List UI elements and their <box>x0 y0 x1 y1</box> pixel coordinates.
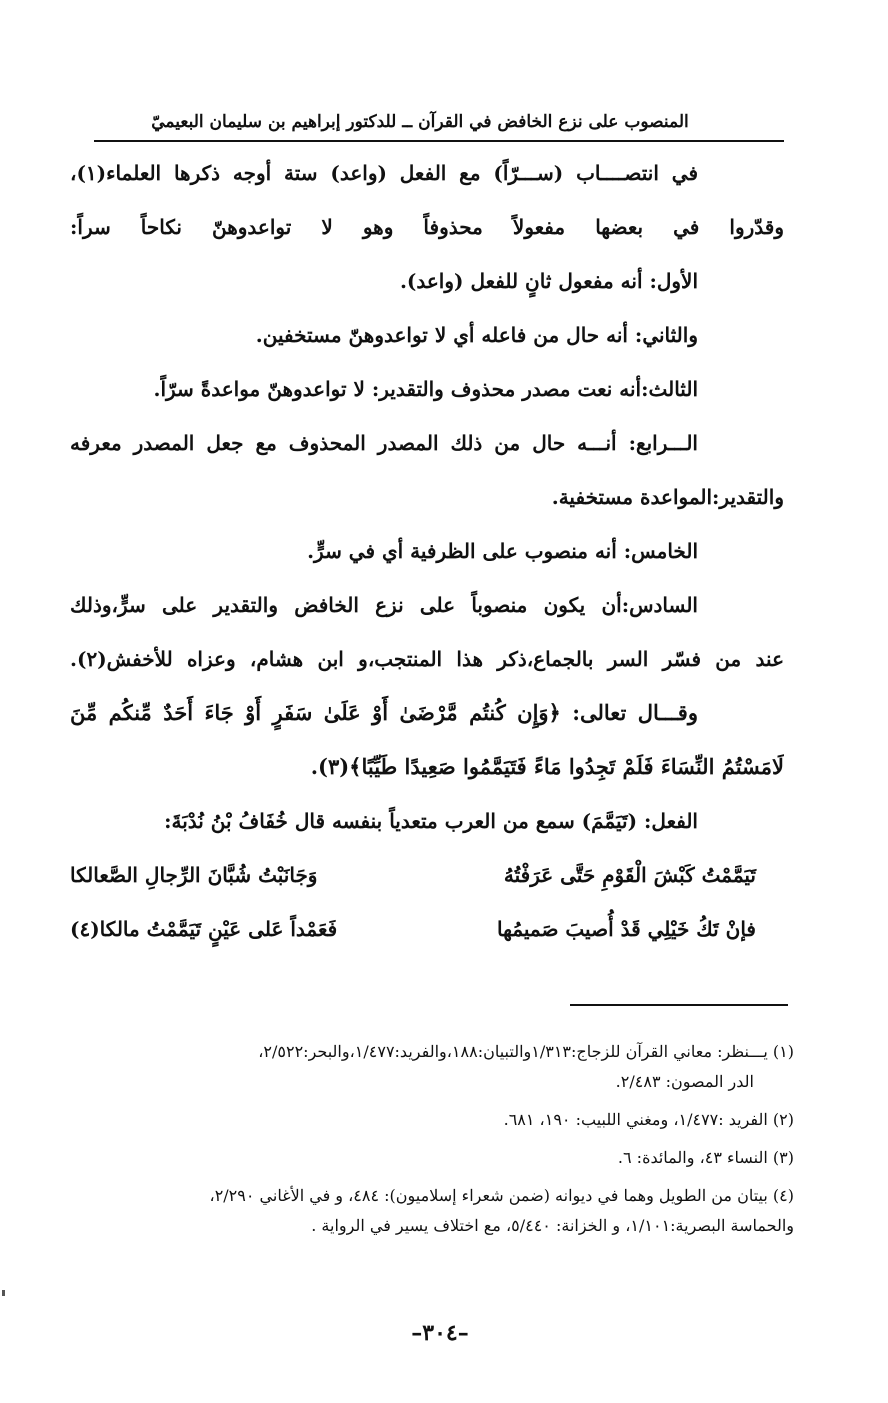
poem-verse-2 <box>70 902 784 956</box>
footnote-line: (١) يـــنظر: معاني القرآن للزجاج:١/٣١٣والتبيان:١٨٨،والفريد:١/٤٧٧،والبحر:٢/٥٢٢، <box>258 1042 794 1061</box>
footnote-4 <box>80 1181 794 1241</box>
paragraph-line: وقدّروا في بعضها مفعولاً محذوفاً وهو لا تواعدوهنّ نكاحاً سراً: <box>70 215 784 239</box>
paragraph-line: عند من فسّر السر بالجماع،ذكر هذا المنتجب،و ابن هشام، وعزاه للأخفش(٢). <box>70 647 784 671</box>
main-text <box>70 146 784 956</box>
paragraph-line: والثاني: أنه حال من فاعله أي لا تواعدوهنّ مستخفين. <box>255 323 698 347</box>
paragraph-line: الثالث:أنه نعت مصدر محذوف والتقدير: لا تواعدوهنّ مواعدةً سرّاً. <box>153 377 698 401</box>
hemistich: فَعَمْداً عَلى عَيْنٍ تَيَمَّمْتُ مالكا(٤) <box>70 917 338 941</box>
running-header: المنصوب على نزع الخافض في القرآن ــ للدكتور إبراهيم بن سليمان البعيميّ <box>151 112 689 132</box>
footnote-1 <box>80 1037 794 1097</box>
paragraph-line: الأول: أنه مفعول ثانٍ للفعل (واعد). <box>399 269 698 293</box>
hemistich: وَجَانَبْتُ شُبَّانَ الرِّجالِ الصَّعالكا <box>70 863 318 887</box>
margin-mark <box>2 1290 5 1296</box>
paragraph-line: الفعل: (تَيَمَّمَ) سمع من العرب متعدياً بنفسه قال خُفَافُ بْنُ نُدْبَةَ: <box>164 809 698 833</box>
page-number: –٣٠٤– <box>411 1320 469 1346</box>
footnote-2 <box>80 1105 794 1135</box>
hemistich: تَيَمَّمْتُ كَبْشَ الْقَوْمِ حَتَّى عَرَفْتُهُ <box>503 863 756 887</box>
paragraph-line: الخامس: أنه منصوب على الظرفية أي في سرٍّ. <box>307 539 698 563</box>
footnote-rule <box>570 1004 788 1006</box>
footnote-line: (٤) بيتان من الطويل وهما في ديوانه (ضمن شعراء إسلاميون): ٤٨٤، و في الأغاني ٢/٢٩٠، <box>209 1186 794 1205</box>
footnotes <box>80 1037 794 1249</box>
paragraph-line: في انتصــــاب (ســـرّاً) مع الفعل (واعد) ستة أوجه ذكرها العلماء(١)، <box>70 161 698 185</box>
footnote-line: والحماسة البصرية:١/١٠١، و الخزانة: ٥/٤٤٠، مع اختلاف يسير في الرواية . <box>311 1216 794 1235</box>
header-rule <box>94 140 784 142</box>
paragraph-line: والتقدير:المواعدة مستخفية. <box>551 485 784 509</box>
quran-verse-line: وقـــال تعالى: ﴿وَإِن كُنتُم مَّرْضَىٰ أَوْ عَلَىٰ سَفَرٍ أَوْ جَاءَ أَحَدٌ مِّنكُم مِّنَ <box>70 700 698 725</box>
paragraph-line: السادس:أن يكون منصوباً على نزع الخافض والتقدير على سرٍّ،وذلك <box>70 593 698 617</box>
paragraph-line: الـــرابع: أنـــه حال من ذلك المصدر المحذوف مع جعل المصدر معرفه <box>70 431 698 455</box>
footnote-line: (٣) النساء ٤٣، والمائدة: ٦. <box>617 1148 794 1167</box>
footnote-3 <box>80 1143 794 1173</box>
poem-verse-1 <box>70 848 784 902</box>
hemistich: فإنْ تَكُ خَيْلِي قَدْ أُصيبَ صَميمُها <box>497 917 756 941</box>
quran-verse-line: لَامَسْتُمُ النِّسَاءَ فَلَمْ تَجِدُوا مَاءً فَتَيَمَّمُوا صَعِيدًا طَيِّبًا﴾(٣). <box>310 754 784 779</box>
footnote-line: الدر المصون: ٢/٤٨٣. <box>615 1072 754 1091</box>
footnote-line: (٢) الفريد :١/٤٧٧، ومغني اللبيب: ١٩٠، ٦٨١. <box>503 1110 794 1129</box>
